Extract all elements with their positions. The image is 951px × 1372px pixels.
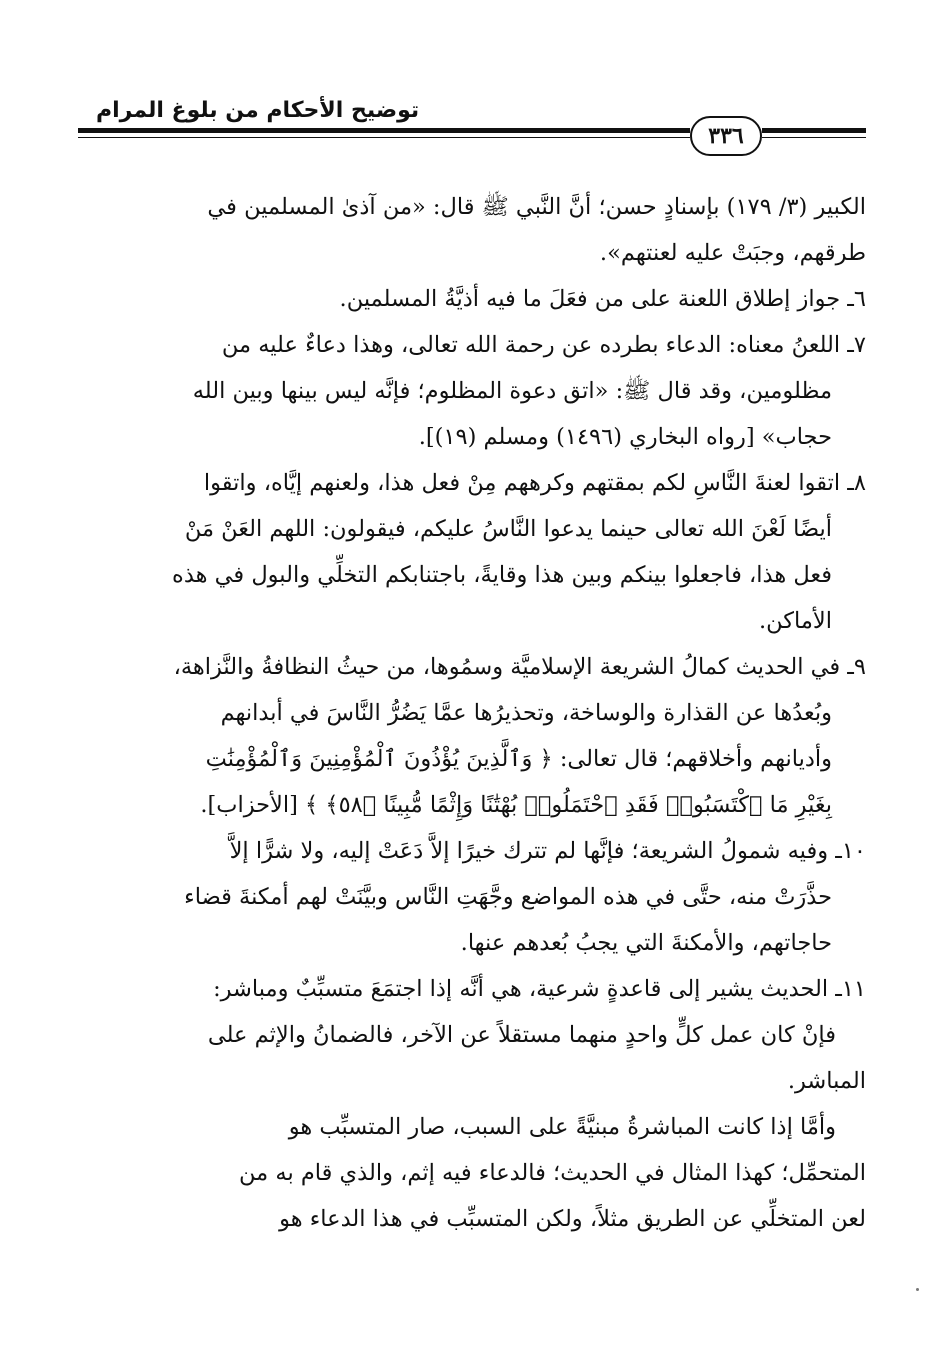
text-line: المتحمِّل؛ كهذا المثال في الحديث؛ فالدعاء فيه إثم، والذي قام به من bbox=[239, 1160, 866, 1186]
page-number: ٣٣٦ bbox=[690, 116, 762, 156]
text-line: ٨ـ اتقوا لعنةَ النَّاسِ لكم بمقتهم وكرههم مِنْ فعل هذا، ولعنهم إيَّاه، واتقوا bbox=[203, 470, 866, 496]
text-line: أيضًا لَعْنَ الله تعالى حينما يدعوا النَّاسُ عليكم، فيقولون: اللهم العَنْ مَنْ bbox=[184, 516, 832, 542]
body-text bbox=[84, 184, 866, 1242]
text-line: وأديانهم وأخلاقهم؛ قال تعالى: ﴿ وَٱلَّذِينَ يُؤْذُونَ ٱلْمُؤْمِنِينَ وَٱلْمُؤْمِنَٰتِ bbox=[205, 746, 832, 772]
text-line: لعن المتخلِّي عن الطريق مثلاً، ولكن المتسبِّب في هذا الدعاء هو bbox=[279, 1206, 866, 1232]
text-line: مظلومين، وقد قال ﷺ: «اتق دعوة المظلوم؛ فإنَّه ليس بينها وبين الله bbox=[192, 378, 832, 404]
text-line: المباشر. bbox=[787, 1068, 866, 1094]
text-line: فإنْ كان عمل كلٍّ واحدٍ منهما مستقلاً عن الآخر، فالضمانُ والإثم على bbox=[207, 1022, 836, 1048]
text-line: ١١ـ الحديث يشير إلى قاعدةٍ شرعية، هي أنَّه إذا اجتمَعَ متسبِّبٌ ومباشر: bbox=[213, 976, 866, 1002]
scan-speck bbox=[916, 1288, 919, 1291]
text-line: ٧ـ اللعنُ معناه: الدعاء بطرده عن رحمة الله تعالى، وهذا دعاءٌ عليه من bbox=[221, 332, 866, 358]
text-line: وأمَّا إذا كانت المباشرةُ مبنيَّةً على السبب، صار المتسبِّب هو bbox=[288, 1114, 836, 1140]
text-line: حجاب» [رواه البخاري (١٤٩٦) ومسلم (١٩)]. bbox=[418, 424, 832, 450]
text-line: حذَّرَتْ منه، حتَّى في هذه المواضع وجَّهَتِ النَّاس وبيَّنَتْ لهم أمكنةَ قضاء bbox=[184, 884, 832, 910]
header-rule bbox=[762, 137, 866, 138]
text-line: ٦ـ جواز إطلاق اللعنة على من فعَلَ ما فيه أذيَّةُ المسلمين. bbox=[339, 286, 866, 312]
header-rule bbox=[78, 137, 690, 138]
text-line: الأماكن. bbox=[759, 608, 832, 634]
text-line: حاجاتهم، والأمكنةَ التي يجبُ بُعدهم عنها. bbox=[460, 930, 832, 956]
header-rule bbox=[762, 128, 866, 133]
text-line: فعل هذا، فاجعلوا بينكم وبين هذا وقايةً، باجتنابكم التخلِّي والبول في هذه bbox=[172, 562, 832, 588]
text-line: ١٠ـ وفيه شمولُ الشريعة؛ فإنَّها لم تترك خيرًا إلاَّ دَعَتْ إليه، ولا شرًّا إلاَّ bbox=[229, 838, 866, 864]
text-line: الكبير (٣/ ١٧٩) بإسنادٍ حسن؛ أنَّ النَّبي ﷺ قال: «من آذىٰ المسلمين في bbox=[207, 194, 866, 220]
text-line: طرقهم، وجبَتْ عليه لعنتهم». bbox=[599, 240, 866, 266]
text-line: وبُعدُها عن القذارة والوساخة، وتحذيرُها عمَّا يَضُرُّ النَّاسَ في أبدانهم bbox=[220, 700, 832, 726]
quran-verse-line: بِغَيْرِ مَا ٱكْتَسَبُوا۟ فَقَدِ ٱحْتَمَلُوا۟ بُهْتَٰنًا وَإِثْمًا مُّبِينًا ﴿٥٨﴾ ﴾ [الأحزاب]. bbox=[200, 792, 832, 818]
header-rule bbox=[78, 128, 690, 133]
running-title: توضيح الأحكام من بلوغ المرام bbox=[96, 98, 420, 123]
text-line: ٩ـ في الحديث كمالُ الشريعة الإسلاميَّة وسمُوها، من حيثُ النظافةُ والنَّزاهة، bbox=[173, 654, 866, 680]
